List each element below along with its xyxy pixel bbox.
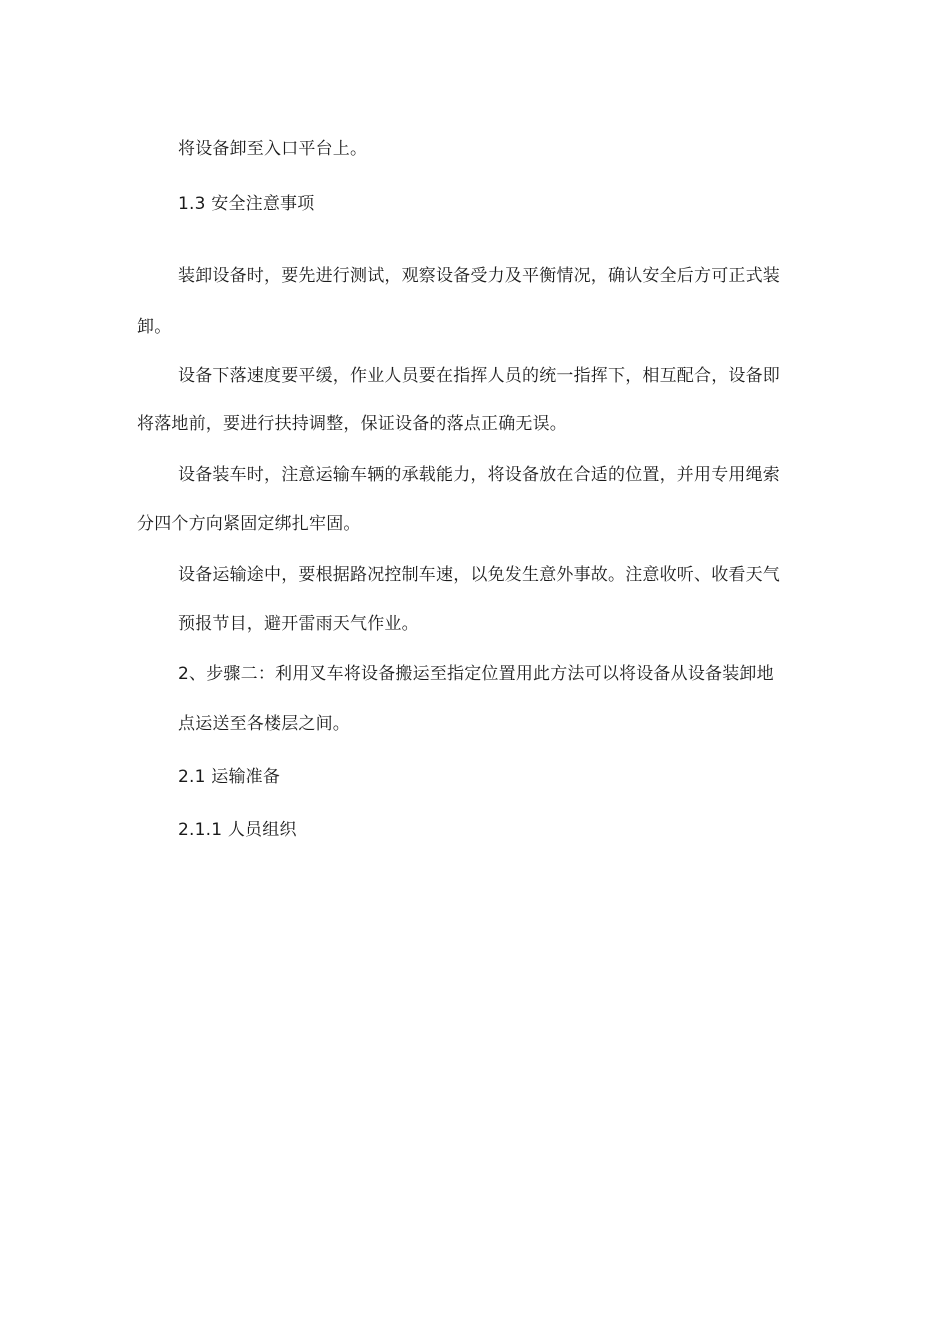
paragraph-line: 分四个方向紧固定绑扎牢固。: [137, 514, 361, 534]
paragraph-line: 将落地前，要进行扶持调整，保证设备的落点正确无误。: [137, 414, 567, 434]
paragraph-line: 装卸设备时，要先进行测试，观察设备受力及平衡情况，确认安全后方可正式装: [178, 266, 780, 286]
paragraph-line: 预报节目，避开雷雨天气作业。: [178, 614, 419, 634]
paragraph-line: 设备装车时，注意运输车辆的承载能力，将设备放在合适的位置，并用专用绳索: [178, 465, 780, 485]
paragraph-line: 2、步骤二：利用叉车将设备搬运至指定位置用此方法可以将设备从设备装卸地: [178, 664, 774, 684]
paragraph-line: 将设备卸至入口平台上。: [178, 139, 368, 159]
subsection-heading: 2.1.1 人员组织: [178, 820, 297, 840]
paragraph-line: 设备运输途中，要根据路况控制车速，以免发生意外事故。注意收听、收看天气: [178, 565, 780, 585]
paragraph-line: 点运送至各楼层之间。: [178, 714, 350, 734]
paragraph-line: 卸。: [137, 317, 172, 337]
section-heading: 1.3 安全注意事项: [178, 194, 315, 214]
section-heading: 2.1 运输准备: [178, 767, 281, 787]
paragraph-line: 设备下落速度要平缓，作业人员要在指挥人员的统一指挥下，相互配合，设备即: [178, 366, 780, 386]
